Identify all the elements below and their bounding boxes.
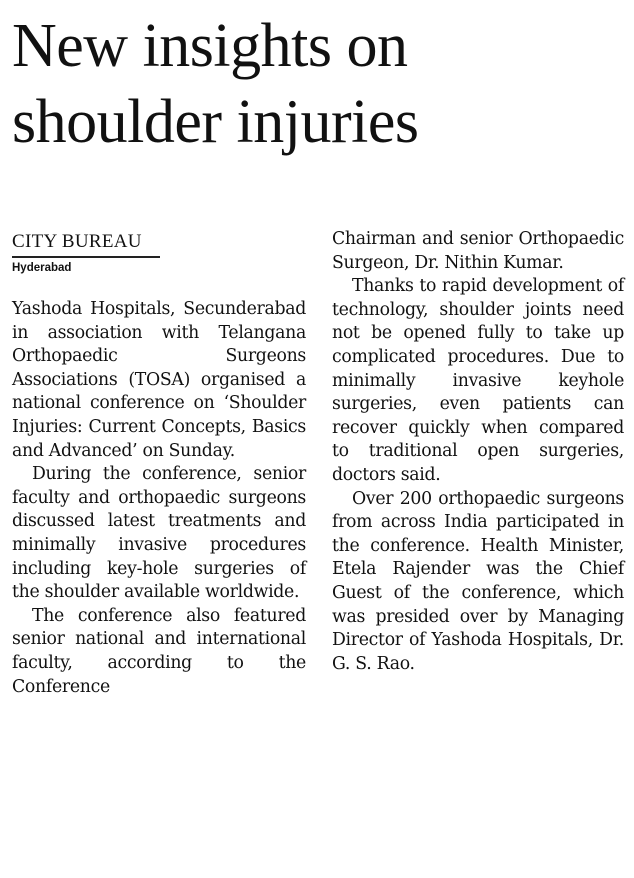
left-column (12, 228, 306, 699)
paragraph-3: The conference also featured senior national and international faculty, according to the Conference (12, 605, 306, 697)
headline (12, 8, 622, 160)
byline-rule (12, 256, 160, 258)
paragraph-2: During the conference, senior faculty and orthopaedic surgeons discussed latest treatments and minimally invasive procedures including key-hole surgeries of the shoulder available worldwide. (12, 464, 306, 603)
byline: CITY BUREAU (12, 231, 142, 252)
paragraph-3-continued: Chairman and senior Orthopaedic Surgeon, Dr. Nithin Kumar. (332, 229, 624, 273)
right-column (332, 228, 624, 676)
paragraph-4: Thanks to rapid development of technology, shoulder joints need not be opened fully to take up complicated procedures. Due to minimally invasive keyhole surgeries, even patients can recover quickly when compared to traditional open surgeries, doctors said. (332, 276, 624, 485)
dateline: Hyderabad (12, 262, 72, 274)
headline-line-2: shoulder injuries (12, 88, 419, 156)
paragraph-1: Yashoda Hospitals, Secunderabad in association with Telangana Orthopaedic Surgeons Associations (TOSA) organised a national conference on ‘Shoulder Injuries: Current Concepts, Basics and Advanced’ on Sunday. (12, 299, 306, 461)
headline-line-1: New insights on (12, 12, 408, 80)
paragraph-5: Over 200 orthopaedic surgeons from across India participated in the conference. Health Minister, Etela Rajender was the Chief Guest of the conference, which was presided over by Managing Director of Yashoda Hospitals, Dr. G. S. Rao. (332, 488, 624, 674)
